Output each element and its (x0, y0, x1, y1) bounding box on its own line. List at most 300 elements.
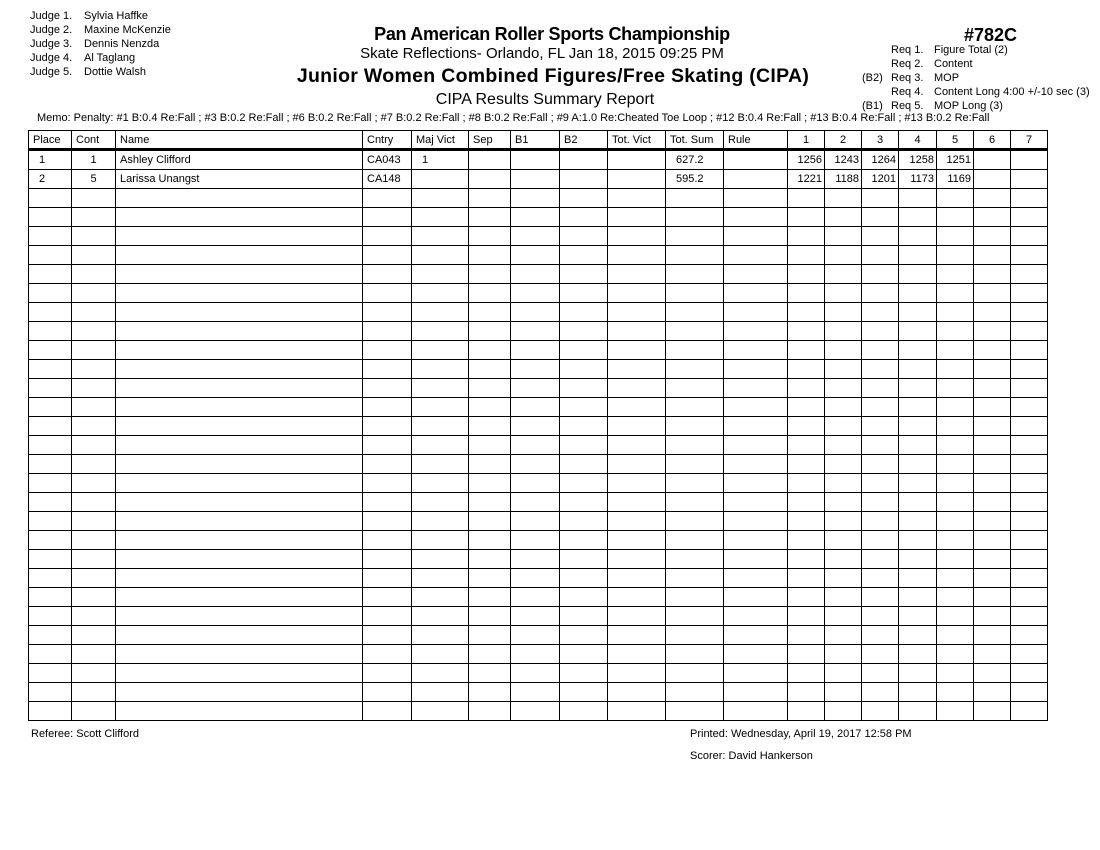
empty-cell (899, 322, 937, 341)
empty-cell (363, 645, 412, 664)
empty-cell (511, 341, 560, 360)
empty-cell (666, 341, 724, 360)
empty-cell (937, 455, 974, 474)
judge-3: Judge 3. Dennis Nenzda (30, 38, 160, 50)
empty-cell (666, 303, 724, 322)
empty-cell (560, 189, 608, 208)
col-judge-7: 7 (1011, 131, 1048, 150)
empty-cell (974, 379, 1011, 398)
empty-cell (29, 512, 72, 531)
empty-cell (825, 664, 862, 683)
empty-cell (937, 436, 974, 455)
empty-cell (72, 455, 116, 474)
empty-cell (608, 645, 666, 664)
empty-cell (666, 645, 724, 664)
empty-cell (937, 379, 974, 398)
table-row (29, 150, 1048, 170)
empty-cell (363, 208, 412, 227)
empty-cell (974, 227, 1011, 246)
empty-cell (666, 379, 724, 398)
empty-cell (72, 189, 116, 208)
empty-cell (469, 189, 511, 208)
empty-cell (1011, 512, 1048, 531)
empty-cell (608, 360, 666, 379)
empty-cell (1011, 189, 1048, 208)
empty-cell (363, 588, 412, 607)
empty-cell (788, 664, 825, 683)
empty-cell (469, 398, 511, 417)
judge-3-score: 1264 (862, 150, 899, 170)
empty-cell (608, 455, 666, 474)
empty-cell (862, 683, 899, 702)
empty-cell (608, 588, 666, 607)
empty-cell (724, 664, 788, 683)
empty-cell (974, 189, 1011, 208)
empty-table-row (29, 512, 1048, 531)
empty-cell (29, 322, 72, 341)
empty-cell (862, 569, 899, 588)
empty-cell (862, 531, 899, 550)
empty-cell (974, 208, 1011, 227)
empty-cell (469, 607, 511, 626)
empty-cell (666, 455, 724, 474)
empty-cell (825, 227, 862, 246)
empty-cell (560, 246, 608, 265)
empty-cell (511, 322, 560, 341)
empty-cell (1011, 322, 1048, 341)
empty-cell (29, 664, 72, 683)
empty-table-row (29, 284, 1048, 303)
empty-cell (825, 208, 862, 227)
empty-cell (974, 645, 1011, 664)
empty-cell (724, 512, 788, 531)
empty-cell (116, 284, 363, 303)
empty-cell (974, 588, 1011, 607)
empty-cell (608, 303, 666, 322)
col-judge-2: 2 (825, 131, 862, 150)
empty-cell (363, 341, 412, 360)
empty-cell (788, 246, 825, 265)
empty-cell (116, 436, 363, 455)
empty-cell (666, 531, 724, 550)
judge-6-score (974, 150, 1011, 170)
empty-cell (862, 322, 899, 341)
empty-cell (862, 702, 899, 721)
col-judge-1: 1 (788, 131, 825, 150)
empty-cell (974, 398, 1011, 417)
skater-name: Ashley Clifford (116, 150, 363, 170)
empty-cell (29, 455, 72, 474)
empty-cell (724, 474, 788, 493)
empty-cell (560, 645, 608, 664)
empty-cell (511, 360, 560, 379)
empty-cell (825, 246, 862, 265)
empty-table-row (29, 246, 1048, 265)
empty-cell (511, 265, 560, 284)
skater-name: Larissa Unangst (116, 170, 363, 189)
empty-cell (1011, 265, 1048, 284)
empty-cell (825, 436, 862, 455)
empty-cell (560, 360, 608, 379)
empty-cell (788, 284, 825, 303)
empty-cell (469, 246, 511, 265)
empty-cell (560, 436, 608, 455)
col-cont: Cont (72, 131, 116, 150)
empty-cell (899, 702, 937, 721)
empty-cell (560, 303, 608, 322)
empty-cell (116, 702, 363, 721)
empty-cell (72, 227, 116, 246)
empty-cell (724, 455, 788, 474)
empty-cell (1011, 702, 1048, 721)
empty-cell (560, 626, 608, 645)
table-header-row (29, 131, 1048, 150)
empty-cell (974, 360, 1011, 379)
empty-cell (788, 607, 825, 626)
empty-table-row (29, 379, 1048, 398)
rule (724, 150, 788, 170)
empty-cell (937, 322, 974, 341)
empty-cell (363, 550, 412, 569)
empty-cell (116, 322, 363, 341)
tot-vict (608, 170, 666, 189)
empty-cell (116, 512, 363, 531)
empty-cell (511, 702, 560, 721)
empty-cell (825, 626, 862, 645)
empty-cell (937, 569, 974, 588)
empty-cell (974, 569, 1011, 588)
empty-cell (412, 512, 469, 531)
empty-cell (788, 398, 825, 417)
empty-cell (29, 588, 72, 607)
judge-2-score: 1243 (825, 150, 862, 170)
empty-cell (72, 303, 116, 322)
requirement-5: (B1) Req 5. MOP Long (3) (862, 100, 1003, 112)
empty-cell (899, 227, 937, 246)
empty-cell (825, 550, 862, 569)
empty-cell (724, 246, 788, 265)
empty-cell (899, 569, 937, 588)
empty-table-row (29, 702, 1048, 721)
empty-cell (974, 474, 1011, 493)
empty-cell (937, 189, 974, 208)
empty-cell (974, 512, 1011, 531)
empty-cell (560, 569, 608, 588)
empty-cell (974, 607, 1011, 626)
empty-cell (724, 588, 788, 607)
empty-cell (788, 303, 825, 322)
empty-cell (666, 322, 724, 341)
empty-cell (788, 550, 825, 569)
empty-table-row (29, 493, 1048, 512)
empty-cell (666, 246, 724, 265)
empty-table-row (29, 683, 1048, 702)
empty-cell (788, 322, 825, 341)
empty-cell (666, 398, 724, 417)
empty-cell (825, 702, 862, 721)
empty-cell (560, 531, 608, 550)
empty-cell (608, 341, 666, 360)
referee: Referee: Scott Clifford (31, 728, 140, 740)
empty-cell (937, 493, 974, 512)
empty-cell (666, 208, 724, 227)
empty-cell (1011, 531, 1048, 550)
empty-cell (899, 455, 937, 474)
empty-cell (937, 683, 974, 702)
judge-5-score: 1169 (937, 170, 974, 189)
empty-cell (788, 683, 825, 702)
empty-cell (724, 645, 788, 664)
empty-cell (974, 455, 1011, 474)
empty-cell (724, 322, 788, 341)
empty-table-row (29, 322, 1048, 341)
empty-cell (899, 531, 937, 550)
empty-cell (29, 436, 72, 455)
empty-cell (363, 436, 412, 455)
empty-cell (412, 474, 469, 493)
requirement-2: Req 2. Content (891, 58, 973, 70)
empty-cell (825, 455, 862, 474)
empty-cell (974, 284, 1011, 303)
empty-cell (608, 398, 666, 417)
empty-cell (724, 398, 788, 417)
requirement-1: Req 1. Figure Total (2) (891, 44, 1008, 56)
empty-cell (608, 531, 666, 550)
empty-cell (511, 626, 560, 645)
empty-cell (412, 702, 469, 721)
empty-cell (1011, 664, 1048, 683)
empty-cell (1011, 436, 1048, 455)
empty-cell (72, 246, 116, 265)
empty-cell (862, 607, 899, 626)
empty-cell (560, 455, 608, 474)
empty-cell (899, 246, 937, 265)
judge-4-score: 1258 (899, 150, 937, 170)
empty-cell (469, 683, 511, 702)
col-judge-3: 3 (862, 131, 899, 150)
empty-cell (511, 284, 560, 303)
empty-cell (469, 360, 511, 379)
empty-cell (899, 341, 937, 360)
empty-cell (899, 512, 937, 531)
empty-cell (412, 588, 469, 607)
empty-cell (363, 626, 412, 645)
empty-cell (116, 607, 363, 626)
empty-cell (899, 189, 937, 208)
empty-cell (560, 474, 608, 493)
empty-cell (974, 417, 1011, 436)
empty-cell (825, 360, 862, 379)
empty-cell (862, 398, 899, 417)
empty-cell (116, 569, 363, 588)
col-place: Place (29, 131, 72, 150)
empty-cell (72, 607, 116, 626)
empty-cell (72, 512, 116, 531)
empty-cell (666, 227, 724, 246)
judge-4-score: 1173 (899, 170, 937, 189)
empty-cell (412, 417, 469, 436)
empty-cell (412, 626, 469, 645)
empty-cell (788, 417, 825, 436)
empty-cell (511, 550, 560, 569)
col-judge-5: 5 (937, 131, 974, 150)
tot-sum: 595.2 (666, 170, 724, 189)
empty-cell (412, 360, 469, 379)
empty-cell (29, 360, 72, 379)
empty-table-row (29, 189, 1048, 208)
empty-cell (469, 588, 511, 607)
empty-cell (72, 588, 116, 607)
empty-cell (412, 493, 469, 512)
empty-cell (560, 265, 608, 284)
empty-cell (974, 702, 1011, 721)
empty-cell (1011, 379, 1048, 398)
empty-cell (825, 398, 862, 417)
empty-cell (608, 683, 666, 702)
empty-cell (788, 341, 825, 360)
sep (469, 170, 511, 189)
event-number: #782C (964, 25, 1018, 45)
empty-cell (469, 303, 511, 322)
empty-table-row (29, 588, 1048, 607)
empty-cell (862, 417, 899, 436)
empty-cell (608, 512, 666, 531)
empty-cell (29, 208, 72, 227)
empty-cell (560, 664, 608, 683)
empty-cell (899, 645, 937, 664)
empty-cell (363, 531, 412, 550)
empty-cell (560, 417, 608, 436)
empty-cell (1011, 607, 1048, 626)
empty-cell (511, 493, 560, 512)
empty-cell (937, 607, 974, 626)
empty-cell (724, 227, 788, 246)
empty-cell (724, 417, 788, 436)
judge-1: Judge 1. Sylvia Haffke (30, 10, 148, 22)
empty-cell (511, 436, 560, 455)
empty-cell (72, 398, 116, 417)
empty-cell (412, 227, 469, 246)
empty-cell (788, 493, 825, 512)
empty-cell (363, 303, 412, 322)
empty-cell (862, 360, 899, 379)
empty-cell (1011, 588, 1048, 607)
empty-cell (862, 208, 899, 227)
empty-cell (899, 379, 937, 398)
empty-cell (469, 265, 511, 284)
empty-cell (788, 379, 825, 398)
empty-cell (666, 189, 724, 208)
empty-cell (788, 455, 825, 474)
empty-cell (72, 341, 116, 360)
empty-cell (469, 227, 511, 246)
empty-cell (116, 265, 363, 284)
empty-cell (666, 702, 724, 721)
empty-cell (899, 588, 937, 607)
empty-cell (974, 493, 1011, 512)
empty-cell (608, 322, 666, 341)
empty-cell (937, 588, 974, 607)
empty-cell (72, 360, 116, 379)
empty-cell (29, 398, 72, 417)
empty-cell (899, 436, 937, 455)
empty-cell (937, 512, 974, 531)
empty-cell (116, 645, 363, 664)
empty-cell (937, 246, 974, 265)
empty-cell (72, 626, 116, 645)
empty-cell (72, 702, 116, 721)
empty-cell (116, 683, 363, 702)
empty-cell (974, 436, 1011, 455)
col-cntry: Cntry (363, 131, 412, 150)
empty-cell (511, 227, 560, 246)
empty-cell (511, 398, 560, 417)
empty-cell (937, 550, 974, 569)
empty-cell (72, 683, 116, 702)
empty-cell (363, 284, 412, 303)
requirements-list (862, 43, 1090, 113)
empty-cell (72, 550, 116, 569)
empty-cell (937, 360, 974, 379)
empty-cell (825, 341, 862, 360)
empty-cell (511, 607, 560, 626)
empty-cell (788, 189, 825, 208)
empty-cell (899, 303, 937, 322)
empty-cell (666, 626, 724, 645)
empty-cell (1011, 569, 1048, 588)
empty-cell (511, 664, 560, 683)
empty-cell (825, 417, 862, 436)
empty-cell (511, 474, 560, 493)
empty-cell (560, 227, 608, 246)
empty-cell (72, 379, 116, 398)
tot-sum: 627.2 (666, 150, 724, 170)
empty-table-row (29, 569, 1048, 588)
empty-cell (363, 607, 412, 626)
empty-cell (666, 360, 724, 379)
maj-vict (412, 170, 469, 189)
col-sep: Sep (469, 131, 511, 150)
empty-cell (116, 417, 363, 436)
empty-cell (412, 569, 469, 588)
empty-cell (116, 493, 363, 512)
event-title: Junior Women Combined Figures/Free Skating (CIPA) (296, 65, 810, 87)
empty-cell (825, 588, 862, 607)
empty-cell (560, 493, 608, 512)
judge-7-score (1011, 170, 1048, 189)
empty-cell (724, 189, 788, 208)
empty-cell (862, 626, 899, 645)
empty-cell (560, 379, 608, 398)
empty-cell (974, 664, 1011, 683)
empty-table-row (29, 474, 1048, 493)
empty-cell (412, 208, 469, 227)
empty-cell (724, 493, 788, 512)
empty-cell (29, 550, 72, 569)
empty-cell (937, 626, 974, 645)
empty-cell (29, 265, 72, 284)
empty-cell (788, 436, 825, 455)
empty-cell (469, 379, 511, 398)
empty-cell (825, 683, 862, 702)
empty-cell (29, 493, 72, 512)
empty-cell (469, 455, 511, 474)
empty-cell (788, 208, 825, 227)
col-b1: B1 (511, 131, 560, 150)
empty-cell (72, 645, 116, 664)
empty-cell (608, 493, 666, 512)
empty-cell (666, 265, 724, 284)
